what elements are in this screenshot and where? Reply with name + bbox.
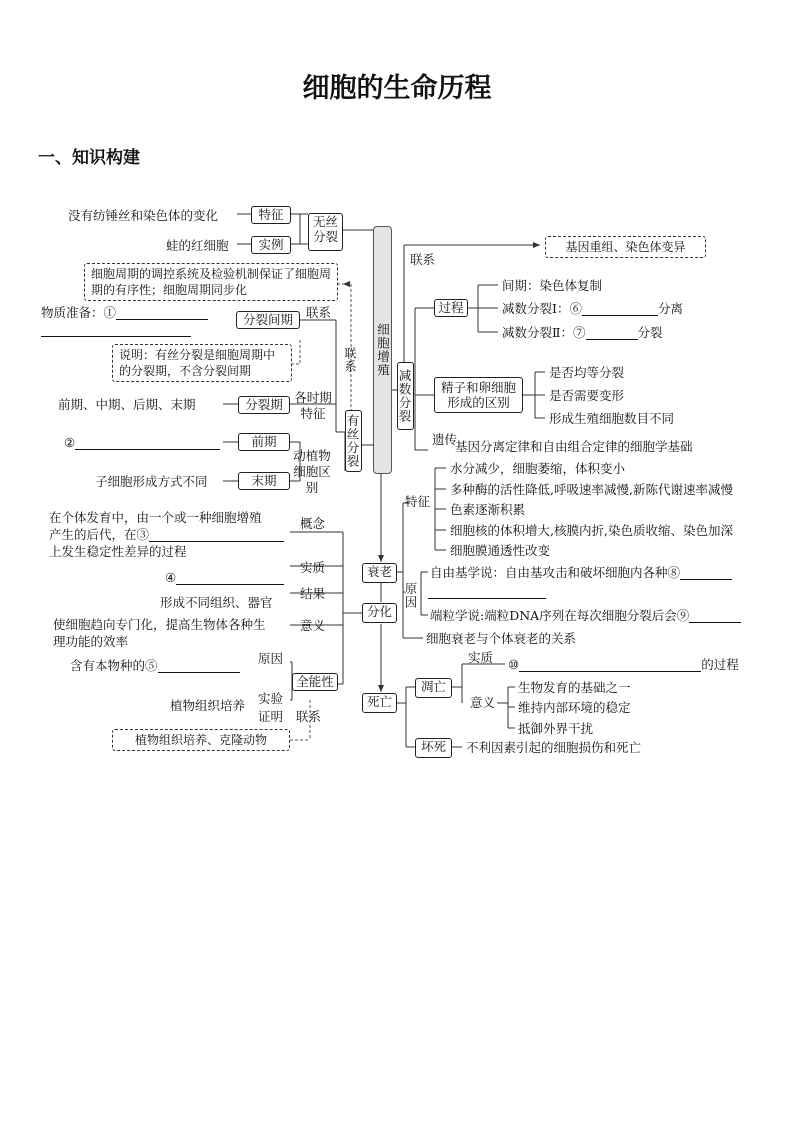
phases-text: 前期、中期、后期、末期 <box>58 397 196 412</box>
q4-label: ④ <box>165 570 177 585</box>
link-label-2: 联系 <box>306 305 332 320</box>
aging-box: 衰老 <box>362 563 397 583</box>
phase-feature-label: 各时期特征 <box>294 390 332 421</box>
interphase-text: 间期：染色体复制 <box>502 278 603 293</box>
heredity-text: 基因分离定律和自由组合定律的细胞学基础 <box>455 439 693 454</box>
meiosis-2-end: 分裂 <box>637 325 663 340</box>
telomere-line <box>430 608 741 623</box>
prep-label: 物质准备：① <box>41 305 117 320</box>
telomere-text: 端粒学说:端粒DNA序列在每次细胞分裂后会⑨ <box>430 608 690 623</box>
tissue-culture-box: 植物组织培养、克隆动物 <box>112 729 290 751</box>
q10-end: 的过程 <box>701 657 739 672</box>
example-text: 蛙的红细胞 <box>166 238 229 253</box>
meaning-text-2: 理功能的效率 <box>53 634 129 649</box>
blank-5 <box>158 660 240 673</box>
aging-cause-label: 原因 <box>403 582 418 609</box>
blank-4 <box>176 572 284 585</box>
apoptosis-meaning-1: 生物发育的基础之一 <box>518 680 631 695</box>
meiosis-box: 减数分裂 <box>397 362 414 430</box>
meiosis-link-label: 联系 <box>410 252 436 267</box>
animal-plant-label: 动植物细胞区别 <box>293 448 331 495</box>
aging-feature-1: 水分减少，细胞萎缩，体积变小 <box>450 461 626 476</box>
concept-text-2-line <box>49 527 284 542</box>
q10-label: ⑩ <box>508 657 520 672</box>
meiosis-2-line <box>502 325 663 340</box>
concept-text-1: 在个体发育中，由一个或一种细胞增殖 <box>49 510 262 525</box>
diff-1: 是否均等分裂 <box>549 365 625 380</box>
necrosis-text: 不利因素引起的细胞损伤和死亡 <box>466 740 642 755</box>
totipotency-box: 全能性 <box>292 673 338 691</box>
reason-text: 含有本物种的⑤ <box>70 658 158 673</box>
cell-proliferation-pill: 细胞增殖 <box>373 226 392 474</box>
experiment-label: 实验证明 <box>258 691 284 724</box>
feature-text: 没有纺锤丝和染色体的变化 <box>68 208 219 223</box>
meiosis-2-label: 减数分裂Ⅱ：⑦ <box>502 325 586 340</box>
process-box: 过程 <box>434 299 468 317</box>
differentiation-link-label: 联系 <box>296 709 322 724</box>
q10-line <box>508 657 739 672</box>
apoptosis-meaning-3: 抵御外界干扰 <box>518 721 594 736</box>
prep-text <box>41 305 208 320</box>
blank-8-line2 <box>428 584 546 599</box>
telophase-box: 末期 <box>238 472 290 490</box>
meiosis-1-label: 减数分裂Ⅰ：⑥ <box>502 301 582 316</box>
reason-line <box>70 658 240 673</box>
necrosis-box: 坏死 <box>415 738 452 758</box>
experiment-text: 植物组织培养 <box>170 698 246 713</box>
phase-box: 分裂期 <box>238 396 290 414</box>
differentiation-box: 分化 <box>362 603 397 623</box>
sperm-egg-box: 精子和卵细胞形成的区别 <box>434 377 523 413</box>
meaning-text-1: 使细胞趋向专门化，提高生物体各种生 <box>53 617 266 632</box>
cell-cycle-note: 细胞周期的调控系统及检验机制保证了细胞周期的有序性；细胞周期同步化 <box>84 263 338 301</box>
mitosis-note: 说明：有丝分裂是细胞周期中的分裂期，不含分裂间期 <box>112 344 292 382</box>
link-label-1: 联系 <box>343 347 357 373</box>
meiosis-1-end: 分离 <box>657 301 683 316</box>
mitotic-division-box: 有丝分裂 <box>345 410 362 472</box>
recombination-box: 基因重组、染色体变异 <box>545 236 706 258</box>
death-box: 死亡 <box>362 693 397 713</box>
reason-label: 原因 <box>258 651 284 666</box>
diff-2: 是否需要变形 <box>549 388 625 403</box>
blank-9 <box>689 610 741 623</box>
apoptosis-meaning-label: 意义 <box>470 695 496 710</box>
blank-10 <box>519 659 701 672</box>
example-box: 实例 <box>251 236 291 254</box>
aging-feature-label: 特征 <box>405 494 431 509</box>
apoptosis-box: 凋亡 <box>415 678 452 698</box>
feature-box: 特征 <box>251 206 291 224</box>
aging-feature-4: 细胞核的体积增大,核膜内折,染色质收缩、染色加深 <box>450 523 733 538</box>
prophase-box: 前期 <box>238 433 290 451</box>
page-title: 细胞的生命历程 <box>302 73 492 104</box>
meiosis-1-line <box>502 301 683 316</box>
blank-8 <box>680 567 732 580</box>
concept-text-3: 上发生稳定性差异的过程 <box>49 544 187 559</box>
diff-3: 形成生殖细胞数目不同 <box>549 411 675 426</box>
result-label: 结果 <box>300 586 326 601</box>
interphase-box: 分裂间期 <box>236 311 300 329</box>
aging-feature-3: 色素逐渐积累 <box>450 502 526 517</box>
concept-label: 概念 <box>300 516 326 531</box>
blank-7 <box>586 327 638 340</box>
blank-1 <box>116 307 208 320</box>
aging-feature-2: 多种酶的活性降低,呼吸速率减慢,新陈代谢速率减慢 <box>450 482 733 497</box>
q4-line <box>165 570 284 585</box>
q2-line <box>64 435 220 450</box>
heredity-label: 遗传 <box>432 432 458 447</box>
blank-3 <box>149 529 284 542</box>
concept-text-2: 产生的后代，在③ <box>49 527 150 542</box>
aging-relation: 细胞衰老与个体衰老的关系 <box>426 631 577 646</box>
telophase-text: 子细胞形成方式不同 <box>95 474 208 489</box>
amitosis-box: 无丝分裂 <box>308 213 343 251</box>
free-radical-line <box>430 565 732 580</box>
blank-2 <box>75 437 220 450</box>
apoptosis-essence-label: 实质 <box>468 650 494 665</box>
section-heading: 一、知识构建 <box>38 148 140 168</box>
result-text: 形成不同组织、器官 <box>160 595 273 610</box>
blank-6 <box>582 303 658 316</box>
essence-label: 实质 <box>300 560 326 575</box>
free-radical-text: 自由基学说：自由基攻击和破坏细胞内各种⑧ <box>430 565 681 580</box>
blank-1-line2 <box>41 322 191 337</box>
q2-label: ② <box>64 435 76 450</box>
apoptosis-meaning-2: 维持内部环境的稳定 <box>518 700 631 715</box>
aging-feature-5: 细胞膜通透性改变 <box>450 543 551 558</box>
meaning-label: 意义 <box>300 618 326 633</box>
